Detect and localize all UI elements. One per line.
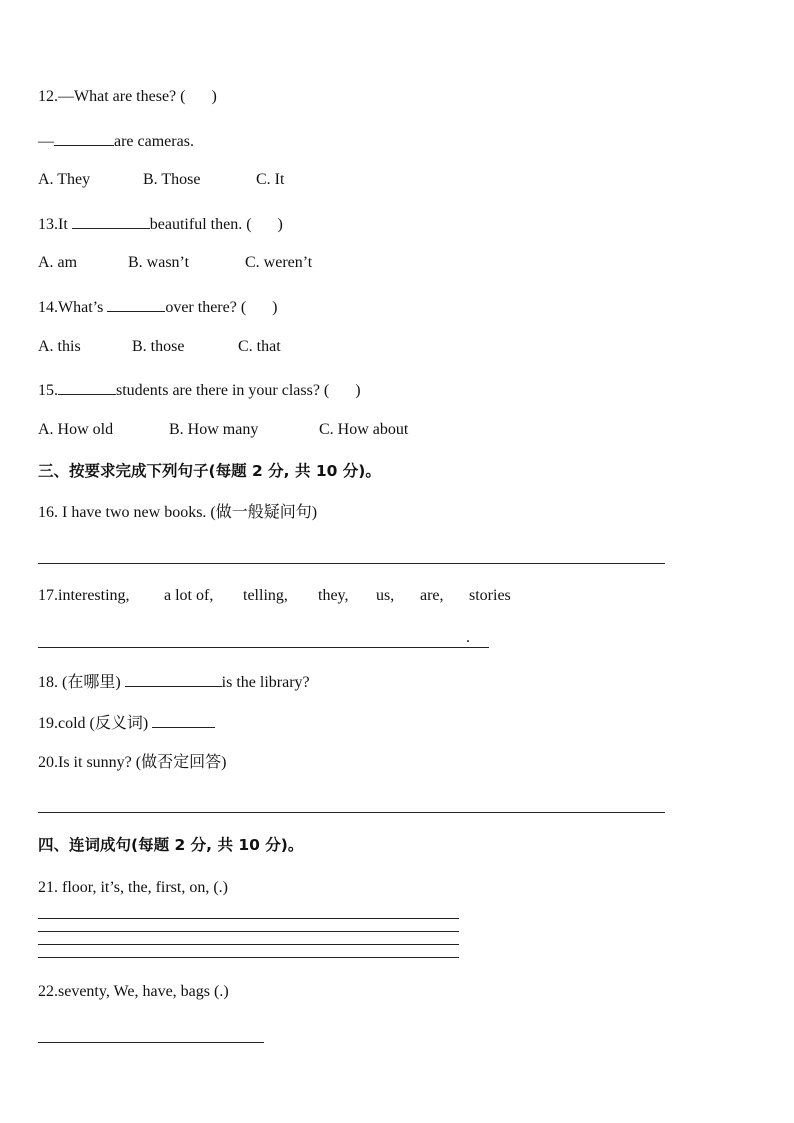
fill-blank[interactable]: [72, 212, 150, 229]
question-15-options: [38, 420, 408, 440]
option-b[interactable]: B. How many: [169, 421, 259, 438]
question-18: 18. (在哪里) is the library?: [38, 670, 310, 693]
option-a[interactable]: A. this: [38, 338, 81, 355]
question-16: 16. I have two new books. (做一般疑问句): [38, 504, 318, 521]
word-chip: a lot of,: [164, 587, 214, 604]
question-12-answer-line: — are cameras.: [38, 129, 194, 152]
option-c[interactable]: C. How about: [319, 421, 409, 438]
question-22: 22.seventy, We, have, bags (.): [38, 983, 229, 1000]
answer-line-21a[interactable]: [38, 918, 459, 919]
question-19: 19.cold (反义词): [38, 711, 215, 734]
option-b[interactable]: B. Those: [143, 171, 201, 188]
option-a[interactable]: A. How old: [38, 421, 114, 438]
option-c[interactable]: C. weren’t: [245, 254, 313, 271]
question-21: 21. floor, it’s, the, first, on, (.): [38, 879, 228, 896]
answer-line-21d[interactable]: [38, 957, 459, 958]
section-4-heading: 四、连词成句(每题 2 分, 共 10 分)。: [38, 836, 304, 854]
answer-line-21c[interactable]: [38, 944, 459, 945]
answer-line-21b[interactable]: [38, 931, 459, 932]
fill-blank[interactable]: [125, 670, 222, 687]
word-chip: they,: [318, 587, 349, 604]
fill-blank[interactable]: [58, 378, 116, 395]
question-15-stem: 15. students are there in your class? ( ): [38, 378, 361, 401]
option-b[interactable]: B. wasn’t: [128, 254, 190, 271]
word-chip: us,: [376, 587, 395, 604]
question-12-stem: 12.—What are these? ( ): [38, 88, 217, 105]
question-20: 20.Is it sunny? (做否定回答): [38, 754, 227, 771]
option-c[interactable]: C. It: [256, 171, 285, 188]
fill-blank[interactable]: [54, 129, 114, 146]
question-17-words: 17.interesting, a lot of, telling, they, us, are, stories: [38, 587, 511, 604]
answer-line-17-period: .: [466, 629, 470, 646]
question-14-options: [38, 337, 281, 357]
question-14-stem: 14.What’s over there? ( ): [38, 295, 278, 318]
question-13-stem: 13.It beautiful then. ( ): [38, 212, 283, 235]
answer-line-20[interactable]: [38, 812, 665, 813]
question-13-options: [38, 253, 312, 273]
word-chip: interesting,: [58, 587, 130, 604]
option-b[interactable]: B. those: [132, 338, 185, 355]
answer-line-16[interactable]: [38, 563, 665, 564]
answer-line-22[interactable]: [38, 1042, 264, 1043]
section-3-heading: 三、按要求完成下列句子(每题 2 分, 共 10 分)。: [38, 462, 381, 480]
option-a[interactable]: A. They: [38, 171, 91, 188]
word-chip: are,: [420, 587, 444, 604]
option-a[interactable]: A. am: [38, 254, 78, 271]
answer-line-17[interactable]: [38, 647, 489, 648]
word-chip: stories: [469, 587, 511, 604]
fill-blank[interactable]: [152, 711, 215, 728]
fill-blank[interactable]: [107, 295, 165, 312]
question-12-options: [38, 170, 284, 190]
word-chip: telling,: [243, 587, 288, 604]
option-c[interactable]: C. that: [238, 338, 281, 355]
